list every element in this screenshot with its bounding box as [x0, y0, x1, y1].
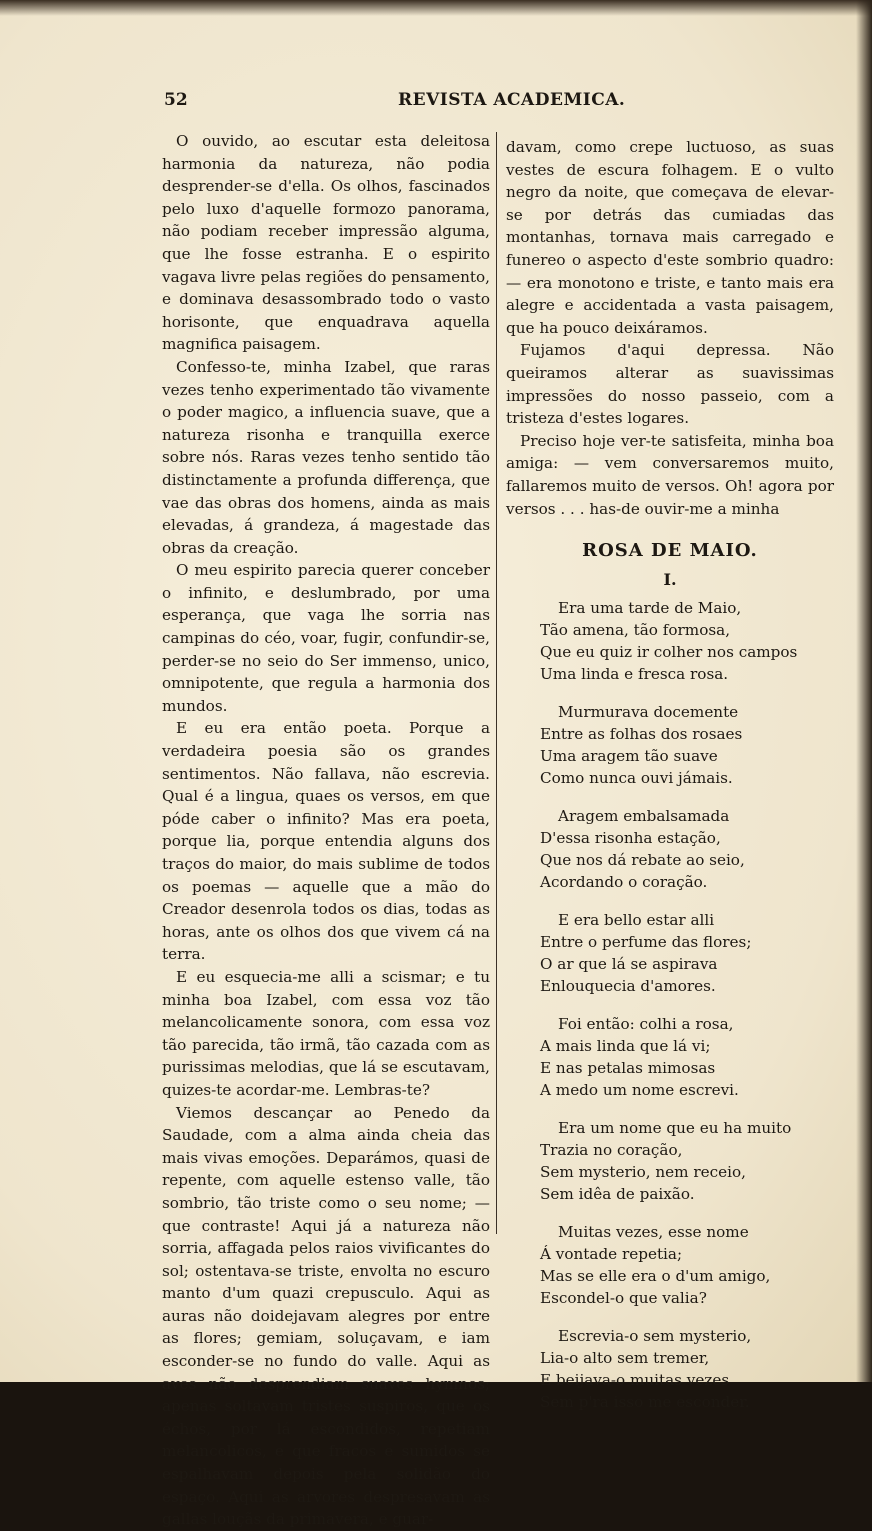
verse-line: Como nunca ouvi jámais. — [540, 769, 733, 788]
verse-line: Muitas vezes, esse nome — [558, 1223, 749, 1242]
verse-line: Que nos dá rebate ao seio, — [540, 851, 745, 870]
paragraph: E eu era então poeta. Porque a verdadeira poesia são os grandes sentimentos. Não fallava, não escrevia. Qual é a lingua, quaes os versos, em que póde caber o infinito? Mas era poeta, porque lia, porque entendia alguns dos traços do maior, do mais sublime de todos os poemas — aquelle que a mão do Creador desenrola todos os dias, todas as horas, ante os olhos dos que vivem cá na terra. — [162, 719, 490, 964]
verse-line: Escrevia-o sem mysterio, — [558, 1327, 752, 1346]
paragraph-continuation: davam, como crepe luctuoso, as suas vestes de escura folhagem. E o vulto negro da noite, que começava de elevar-se por detrás das cumiadas das montanhas, tornava mais carregado e funereo o aspecto d'este sombrio quadro: — era monotono e triste, e tanto mais era alegre e accidentada a vasta paisagem, que ha pouco deixáramos. — [506, 138, 834, 337]
column-divider — [496, 132, 497, 1234]
verse-line: E beijava-o muitas vezes — [540, 1371, 730, 1390]
paragraph: Fujamos d'aqui depressa. Não queiramos alterar as suavissimas impressões do nosso passeio, com a tristeza d'estes logares. — [506, 341, 834, 428]
stanza — [540, 597, 834, 685]
paragraph: Confesso-te, minha Izabel, que raras vezes tenho experimentado tão vivamente o poder magico, a influencia suave, que a natureza risonha e tranquilla exerce sobre nós. Raras vezes tenho sentido tão distinctamente a profunda differença, que vae das obras dos homens, ainda as mais elevadas, á grandeza, á magestade das obras da creação. — [162, 357, 490, 557]
poem — [506, 597, 834, 1413]
page-header — [0, 90, 872, 114]
paragraph: E eu esquecia-me alli a scismar; e tu minha boa Izabel, com essa voz tão melancolicamente sonora, com essa voz tão parecida, tão irmã, tão cazada com as purissimas melodias, que lá se escutavam, quizes-te acordar-me. Lembras-te? — [162, 967, 490, 1099]
paragraph: O ouvido, ao escutar esta deleitosa harmonia da natureza, não podia desprender-se d'ella. Os olhos, fascinados pelo luxo d'aquelle formozo panorama, não podiam receber impressão alguma, que lhe fosse estranha. E o espirito vagava livre pelas regiões do pensamento, e dominava desassombrado todo o vasto horisonte, que enquadrava aquella magnifica paisagem. — [162, 132, 490, 354]
verse-line: Escondel-o que valia? — [540, 1289, 707, 1308]
paragraph: Preciso hoje ver-te satisfeita, minha boa amiga: — vem conversaremos muito, fallaremos muito de versos. Oh! agora por versos . . . has-de ouvir-me a minha — [506, 431, 834, 518]
verse-line: Acordando o coração. — [540, 873, 708, 892]
stanza — [540, 805, 834, 893]
verse-line: D'essa risonha estação, — [540, 829, 721, 848]
verse-line: Era uma tarde de Maio, — [558, 599, 742, 618]
running-title: REVISTA ACADEMICA. — [398, 90, 626, 110]
page-number: 52 — [164, 90, 188, 110]
verse-line: Enlouquecia d'amores. — [540, 977, 716, 996]
verse-line: Lia-o alto sem tremer, — [540, 1349, 710, 1368]
verse-line: Que eu quiz ir colher nos campos — [540, 643, 798, 662]
stanza — [540, 1221, 834, 1309]
verse-line: Foi então: colhi a rosa, — [558, 1015, 734, 1034]
verse-line: Mas se elle era o d'um amigo, — [540, 1267, 771, 1286]
verse-line: Murmurava docemente — [558, 703, 739, 722]
verse-line: Trazia no coração, — [540, 1141, 683, 1160]
verse-line: A mais linda que lá vi; — [540, 1037, 711, 1056]
verse-line: Entre o perfume das flores; — [540, 933, 752, 952]
page-edge-top — [0, 0, 872, 16]
verse-line: Era um nome que eu ha muito — [558, 1119, 792, 1138]
verse-line: Entre as folhas dos rosaes — [540, 725, 743, 744]
poem-section-number: I. — [663, 569, 677, 589]
stanza — [540, 701, 834, 789]
poem-title: ROSA DE MAIO. — [582, 540, 758, 562]
page-edge-right — [856, 0, 872, 1382]
stanza — [540, 909, 834, 997]
verse-line: Uma aragem tão suave — [540, 747, 718, 766]
verse-line: A medo um nome escrevi. — [540, 1081, 739, 1100]
right-column — [506, 136, 834, 1429]
verse-line: Tão amena, tão formosa, — [540, 621, 731, 640]
left-column — [162, 130, 490, 1531]
verse-line: Á vontade repetia; — [540, 1245, 683, 1264]
verse-line: Uma linda e fresca rosa. — [540, 665, 729, 684]
stanza — [540, 1013, 834, 1101]
verse-line: Sem p'ra isso me esconder. — [540, 1393, 750, 1412]
verse-line: E nas petalas mimosas — [540, 1059, 716, 1078]
verse-line: E era bello estar alli — [558, 911, 715, 930]
verse-line: Sem idêa de paixão. — [540, 1185, 695, 1204]
verse-line: Sem mysterio, nem receio, — [540, 1163, 746, 1182]
stanza — [540, 1117, 834, 1205]
verse-line: O ar que lá se aspirava — [540, 955, 718, 974]
paragraph: O meu espirito parecia querer conceber o infinito, e deslumbrado, por uma esperança, que vaga lhe sorria nas campinas do céo, voar, fugir, confundir-se, perder-se no seio do Ser immenso, unico, omnipotente, que regula a harmonia dos mundos. — [162, 561, 490, 715]
paragraph: Viemos descançar ao Penedo da Saudade, com a alma ainda cheia das mais vivas emoções. Deparámos, quasi de repente, com aquelle estenso valle, tão sombrio, tão triste como o seu nome; — que contraste! Aqui já a natureza não sorria, affagada pelos raios vivificantes do sol; ostentava-se triste, envolta no escuro manto d'um quazi crepusculo. Aqui as auras não doidejavam alegres por entre as flores; gemiam, soluçavam, e iam esconder-se no fundo do valle. Aqui as aves não desprendiam suaves hymnos; apenas soltavam tristes suspiros, que os échos, por lá escondidos, repetiam melancolicos, e que fracos e sumidos se espalhavam depois pela solidão do espaço. Aqui as arvores despresavam as gallas louçãs da primavera, e guar- — [162, 1103, 490, 1529]
stanza — [540, 1325, 834, 1413]
verse-line: Aragem embalsamada — [558, 807, 730, 826]
